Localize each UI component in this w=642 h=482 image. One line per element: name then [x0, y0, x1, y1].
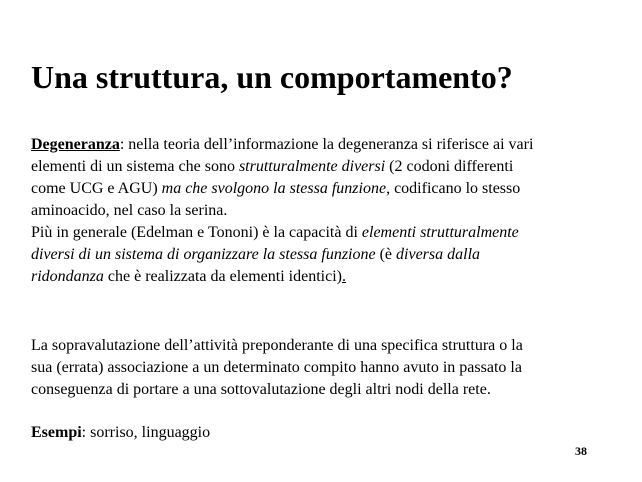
examples-text: : sorriso, linguaggio	[81, 424, 211, 441]
text-line	[31, 156, 606, 178]
sopravalutazione-paragraph	[31, 335, 606, 401]
examples-label: Esempi	[31, 424, 82, 441]
spacer	[31, 401, 606, 422]
text-line	[31, 222, 606, 244]
examples-paragraph	[31, 422, 606, 444]
text-run: (2 codoni differenti	[385, 158, 514, 175]
text-line	[31, 266, 606, 288]
emphasis-text: strutturalmente diversi	[238, 158, 386, 175]
text-run: : nella teoria dell’informazione la degeneranza si riferisce ai vari	[119, 136, 534, 153]
emphasis-text: ridondanza	[31, 268, 104, 285]
text-line	[31, 422, 606, 444]
emphasis-text: elementi strutturalmente	[361, 224, 519, 241]
slide-body	[31, 134, 606, 444]
spacer	[31, 288, 606, 335]
text-line: sua (errata) associazione a un determinato compito hanno avuto in passato la	[31, 359, 522, 376]
text-line	[31, 244, 606, 266]
underlined-period: .	[341, 268, 346, 285]
text-run: che è realizzata da elementi identici)	[103, 268, 342, 285]
emphasis-text: diversi di un sistema di organizzare la stessa funzione	[31, 246, 376, 263]
text-line: La sopravalutazione dell’attività preponderante di una specifica struttura o la	[31, 337, 523, 354]
text-run: elementi di un sistema che sono	[31, 158, 239, 175]
text-run: come UCG e AGU)	[31, 180, 162, 197]
page-number: 38	[575, 444, 587, 458]
text-run: (è	[375, 246, 397, 263]
text-line: conseguenza di portare a una sottovalutazione degli altri nodi della rete.	[31, 381, 491, 398]
emphasis-text: diversa dalla	[396, 246, 481, 263]
slide-title: Una struttura, un comportamento?	[31, 59, 513, 95]
degeneranza-term: Degeneranza	[31, 136, 120, 153]
emphasis-text: ma che svolgono la stessa funzione	[161, 180, 387, 197]
text-run: Più in generale (Edelman e Tononi) è la capacità di	[31, 224, 362, 241]
text-line	[31, 178, 606, 200]
text-run: , codificano lo stesso	[386, 180, 521, 197]
text-line	[31, 134, 606, 156]
text-line: aminoacido, nel caso la serina.	[31, 202, 228, 219]
degeneranza-paragraph	[31, 134, 606, 288]
